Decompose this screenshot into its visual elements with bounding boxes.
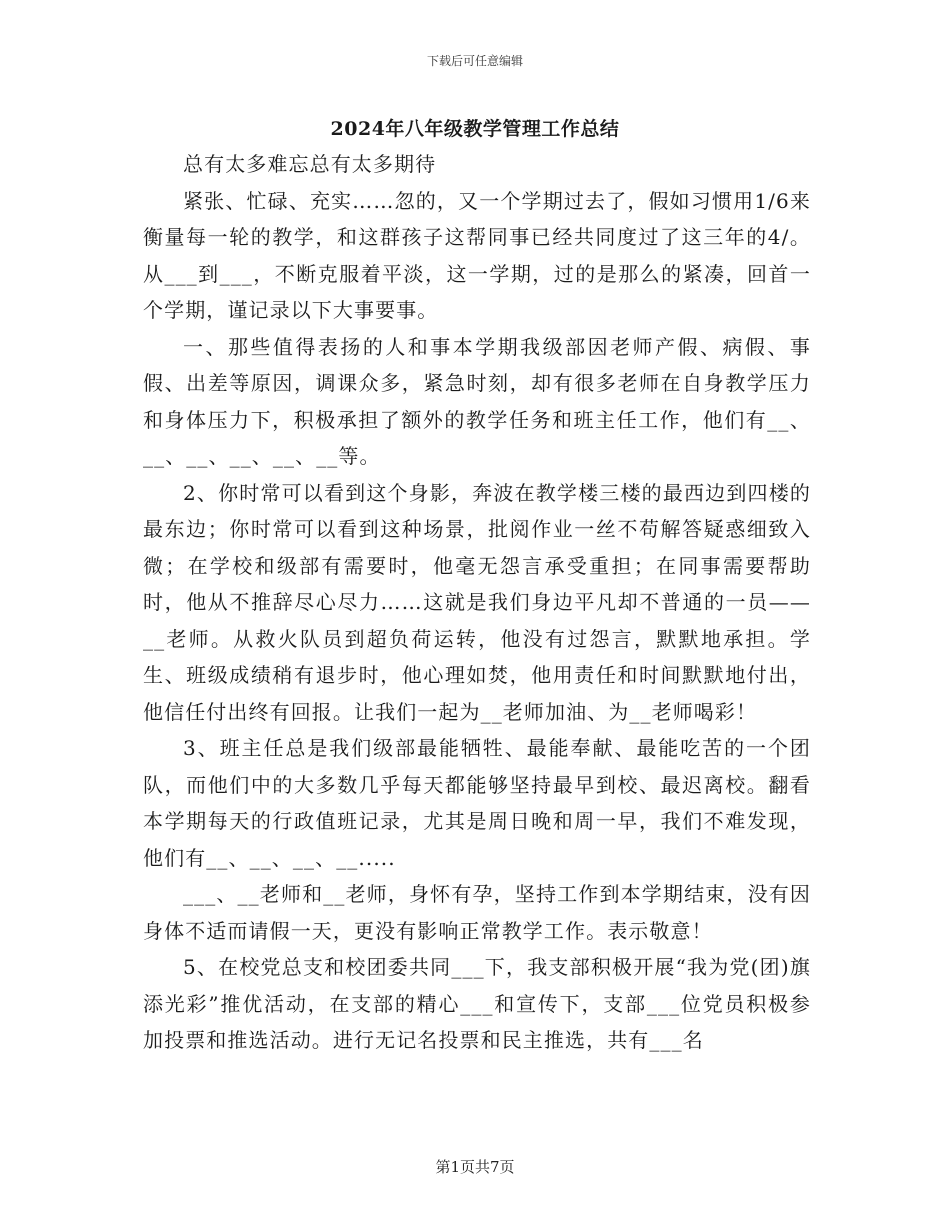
document-title: 2024年八年级教学管理工作总结 <box>330 118 620 140</box>
paragraph-section-1: 一、那些值得表扬的人和事本学期我级部因老师产假、病假、事假、出差等原因，调课众多，紧急时刻，却有很多老师在自身教学压力和身体压力下，积极承担了额外的教学任务和班主任工作，他们有__、__、__、__、__、__等。 <box>143 334 811 468</box>
paragraph-section-5: 5、在校党总支和校团委共同___下，我支部积极开展“我为党(团)旗添光彩”推优活动，在支部的精心___和宣传下，支部___位党员积极参加投票和推选活动。进行无记名投票和民主推选，共有___名 <box>143 955 811 1052</box>
paragraph-section-3: 3、班主任总是我们级部最能牺牲、最能奉献、最能吃苦的一个团队，而他们中的大多数几乎每天都能够坚持最早到校、最迟离校。翻看本学期每天的行政值班记录，尤其是周日晚和周一早，我们不难发现，他们有__、__、__、__..... <box>143 736 811 870</box>
paragraph-section-2: 2、你时常可以看到这个身影，奔波在教学楼三楼的最西边到四楼的最东边；你时常可以看到这种场景，批阅作业一丝不苟解答疑惑细致入微；在学校和级部有需要时，他毫无怨言承受重担；在同事需要帮助时，他从不推辞尽心尽力……这就是我们身边平凡却不普通的一员——__老师。从救火队员到超负荷运转，他没有过怨言，默默地承担。学生、班级成绩稍有退步时，他心理如焚，他用责任和时间默默地付出，他信任付出终有回报。让我们一起为__老师加油、为__老师喝彩！ <box>143 480 811 724</box>
document-body <box>143 146 811 1059</box>
paragraph-subtitle: 总有太多难忘总有太多期待 <box>183 152 437 176</box>
page-footer: 第1页共7页 <box>435 1158 515 1176</box>
header-note: 下载后可任意编辑 <box>426 54 523 68</box>
paragraph-section-4: ___、__老师和__老师，身怀有孕，坚持工作到本学期结束，没有因身体不适而请假一天，更没有影响正常教学工作。表示敬意！ <box>143 882 811 943</box>
paragraph-intro: 紧张、忙碌、充实……忽的，又一个学期过去了，假如习惯用1/6来衡量每一轮的教学，和这群孩子这帮同事已经共同度过了这三年的4/。从___到___，不断克服着平淡，这一学期，过的是那么的紧凑，回首一个学期，谨记录以下大事要事。 <box>143 188 811 322</box>
